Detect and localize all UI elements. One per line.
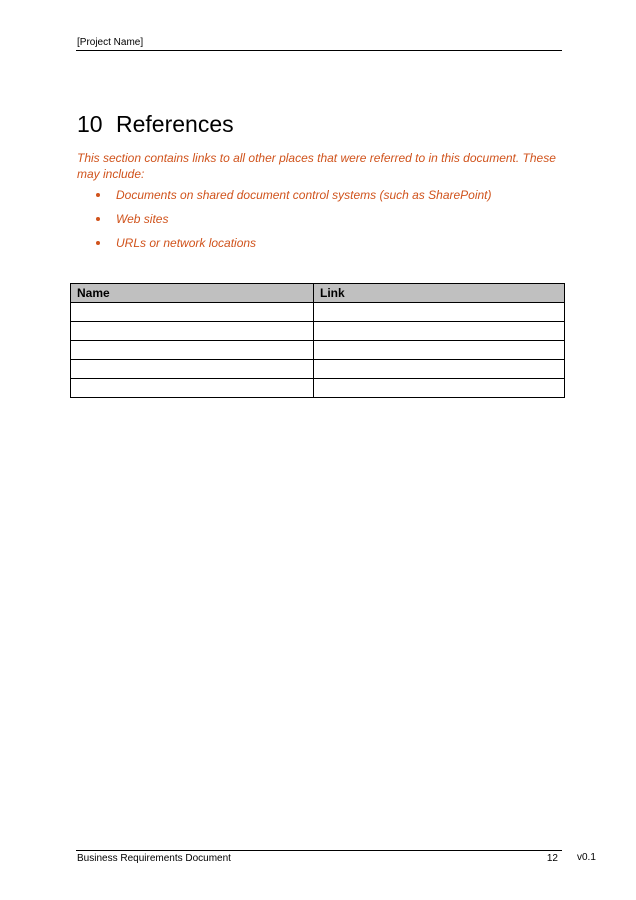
table-cell: [71, 341, 314, 360]
list-item: [77, 187, 492, 211]
table-cell: [71, 360, 314, 379]
references-table: [70, 283, 565, 398]
table-cell: [314, 341, 565, 360]
table-cell: [314, 379, 565, 398]
table-cell: [314, 360, 565, 379]
bullet-icon: [96, 217, 100, 221]
bullet-icon: [96, 241, 100, 245]
bullet-text: Web sites: [116, 212, 169, 226]
table-cell: [71, 303, 314, 322]
table-cell: [314, 322, 565, 341]
section-title: References: [116, 111, 234, 137]
table-cell: [71, 379, 314, 398]
list-item: [77, 211, 492, 235]
document-title: Business Requirements Document: [77, 853, 231, 864]
table-row: [71, 379, 565, 398]
bullet-text: Documents on shared document control systems (such as SharePoint): [116, 188, 492, 202]
column-header-name: Name: [71, 284, 314, 303]
list-item: [77, 235, 492, 259]
version-label: v0.1: [577, 852, 596, 863]
table-cell: [314, 303, 565, 322]
page-header: [76, 36, 562, 51]
table-row: [71, 322, 565, 341]
intro-paragraph: This section contains links to all other places that were referred to in this document. These may include:: [77, 151, 556, 181]
project-name: [Project Name]: [77, 37, 144, 48]
page-number: 12: [546, 853, 558, 864]
table-row: [71, 341, 565, 360]
section-number: 10: [77, 111, 103, 137]
section-heading: [77, 110, 234, 138]
table-header-row: [71, 284, 565, 303]
table-row: [71, 303, 565, 322]
bullet-icon: [96, 193, 100, 197]
table-cell: [71, 322, 314, 341]
table-row: [71, 360, 565, 379]
page-footer: [76, 850, 562, 865]
bullet-list: [77, 187, 492, 259]
column-header-link: Link: [314, 284, 565, 303]
bullet-text: URLs or network locations: [116, 236, 257, 250]
